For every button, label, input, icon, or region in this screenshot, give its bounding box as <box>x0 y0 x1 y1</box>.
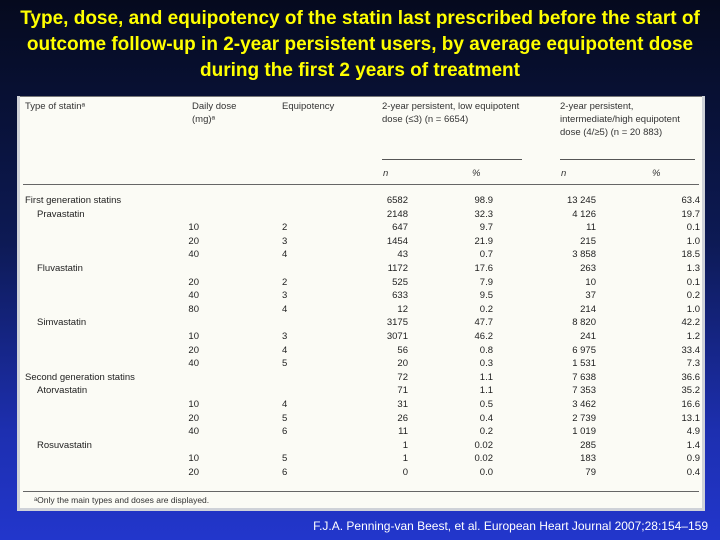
high-pct-cell: 19.7 <box>681 208 700 220</box>
high-pct-cell: 42.2 <box>681 317 700 329</box>
low-pct-cell: 9.7 <box>479 222 493 234</box>
daily-dose-cell: 40 <box>188 358 199 370</box>
daily-dose-cell: 10 <box>188 399 199 410</box>
high-pct-cell: 0.4 <box>686 467 700 478</box>
table-row <box>20 357 702 371</box>
low-n-cell: 71 <box>397 385 408 397</box>
table-top-rule <box>20 96 702 97</box>
low-pct-cell: 0.2 <box>479 426 493 438</box>
low-n-cell: 1 <box>402 439 408 451</box>
high-n-cell: 214 <box>580 303 596 315</box>
high-pct-cell: 1.3 <box>686 263 700 274</box>
low-n-cell: 12 <box>397 303 408 315</box>
header-equipotency: Equipotency <box>282 101 335 112</box>
low-n-cell: 20 <box>397 358 408 370</box>
table-row <box>20 194 702 208</box>
high-n-cell: 10 <box>585 276 596 288</box>
daily-dose-cell: 20 <box>188 276 199 288</box>
high-pct-cell: 7.3 <box>686 358 700 370</box>
table-row <box>20 316 702 330</box>
high-n-cell: 285 <box>580 439 596 451</box>
table-row <box>20 452 702 466</box>
table-row <box>20 208 702 222</box>
high-group-rule <box>560 159 695 160</box>
equipotency-cell: 2 <box>282 222 288 234</box>
low-pct-cell: 17.6 <box>474 263 493 274</box>
footnote: ᵃOnly the main types and doses are displayed. <box>34 495 210 505</box>
daily-dose-cell: 10 <box>188 222 199 234</box>
table-row <box>20 303 702 317</box>
low-n-cell: 1172 <box>387 263 408 274</box>
daily-dose-cell: 10 <box>188 331 199 342</box>
high-n-cell: 263 <box>580 263 596 274</box>
table-row <box>20 398 702 412</box>
high-n-cell: 8 820 <box>572 317 596 329</box>
low-pct-cell: 0.02 <box>474 439 493 451</box>
header-type-of-statin: Type of statinᵃ <box>25 101 86 112</box>
low-pct-cell: 0.8 <box>479 344 493 356</box>
high-n-cell: 4 126 <box>572 208 596 220</box>
equipotency-cell: 6 <box>282 426 288 438</box>
table-row <box>20 439 702 453</box>
header-daily-dose: Daily dose (mg)ᵃ <box>192 101 237 125</box>
high-pct-cell: 0.1 <box>686 276 700 288</box>
equipotency-cell: 5 <box>282 453 288 465</box>
equipotency-cell: 4 <box>282 344 288 356</box>
table-row <box>20 248 702 262</box>
citation: F.J.A. Penning-van Beest, et al. European Heart Journal 2007;28:154–159 <box>313 519 708 533</box>
table-row <box>20 384 702 398</box>
high-pct-cell: 16.6 <box>681 399 700 410</box>
high-n-cell: 6 975 <box>572 344 596 356</box>
statin-name-cell: Atorvastatin <box>37 385 88 397</box>
low-n-cell: 6582 <box>386 195 408 206</box>
table-row <box>20 289 702 303</box>
low-pct-cell: 46.2 <box>474 331 493 342</box>
daily-dose-cell: 80 <box>188 303 199 315</box>
table-row <box>20 344 702 358</box>
high-n-cell: 183 <box>580 453 596 465</box>
low-pct-cell: 0.0 <box>479 467 493 478</box>
table-row <box>20 235 702 249</box>
high-n-cell: 1 531 <box>572 358 596 370</box>
low-pct-cell: 0.2 <box>479 303 493 315</box>
equipotency-cell: 5 <box>282 358 288 370</box>
table-row <box>20 466 702 480</box>
low-pct-cell: 47.7 <box>474 317 493 329</box>
low-n-cell: 31 <box>397 399 408 410</box>
equipotency-cell: 5 <box>282 412 288 424</box>
low-pct-cell: 32.3 <box>474 208 493 220</box>
equipotency-cell: 4 <box>282 303 288 315</box>
statin-name-cell: Pravastatin <box>37 208 85 220</box>
equipotency-cell: 2 <box>282 276 288 288</box>
daily-dose-cell: 40 <box>188 426 199 438</box>
low-pct-cell: 0.02 <box>474 453 493 465</box>
high-pct-cell: 18.5 <box>681 249 700 261</box>
high-pct-cell: 0.9 <box>686 453 700 465</box>
low-pct-cell: 9.5 <box>479 290 493 302</box>
low-pct-cell: 98.9 <box>474 195 493 206</box>
low-pct-cell: 1.1 <box>479 385 493 397</box>
high-n-cell: 7 353 <box>572 385 596 397</box>
high-pct-cell: 1.0 <box>686 303 700 315</box>
low-n-cell: 3071 <box>386 331 408 342</box>
low-n-cell: 525 <box>392 276 408 288</box>
daily-dose-cell: 10 <box>188 453 199 465</box>
high-n-cell: 37 <box>585 290 596 302</box>
daily-dose-cell: 20 <box>188 344 199 356</box>
high-n-cell: 79 <box>585 467 596 478</box>
equipotency-cell: 3 <box>282 235 288 247</box>
high-n-cell: 2 739 <box>572 412 596 424</box>
high-pct-cell: 4.9 <box>686 426 700 438</box>
high-pct-cell: 33.4 <box>681 344 700 356</box>
low-n-cell: 633 <box>392 290 408 302</box>
table-bottom-rule <box>23 491 699 492</box>
table-row <box>20 412 702 426</box>
high-pct-cell: 1.2 <box>686 331 700 342</box>
high-pct-header: % <box>652 168 661 179</box>
slide-title: Type, dose, and equipotency of the statin last prescribed before the start of outcome follow-up in 2-year persistent users, by average equipotent dose during the first 2 years of treatment <box>20 8 700 81</box>
daily-dose-cell: 40 <box>188 249 199 261</box>
low-pct-cell: 0.3 <box>479 358 493 370</box>
high-n-cell: 3 858 <box>572 249 596 261</box>
low-pct-cell: 21.9 <box>474 235 493 247</box>
equipotency-cell: 4 <box>282 399 288 410</box>
statin-table <box>17 96 705 511</box>
high-n-cell: 7 638 <box>572 371 596 383</box>
equipotency-cell: 3 <box>282 290 288 302</box>
table-row <box>20 262 702 276</box>
low-pct-cell: 0.7 <box>479 249 493 261</box>
high-n-cell: 1 019 <box>572 426 596 438</box>
low-pct-cell: 0.5 <box>479 399 493 410</box>
low-pct-cell: 0.4 <box>479 412 493 424</box>
table-row <box>20 330 702 344</box>
low-n-cell: 1 <box>402 453 408 465</box>
header-high-dose-group: 2-year persistent, intermediate/high equipotent dose (4/≥5) (n = 20 883) <box>560 101 680 138</box>
daily-dose-cell: 20 <box>188 412 199 424</box>
statin-name-cell: First generation statins <box>25 195 122 206</box>
high-pct-cell: 1.0 <box>686 235 700 247</box>
high-n-header: n <box>561 168 567 179</box>
low-pct-cell: 7.9 <box>479 276 493 288</box>
low-pct-header: % <box>472 168 481 179</box>
table-row <box>20 221 702 235</box>
low-n-cell: 1454 <box>386 235 408 247</box>
low-n-header: n <box>383 168 389 179</box>
high-pct-cell: 0.1 <box>686 222 700 234</box>
low-n-cell: 2148 <box>386 208 408 220</box>
equipotency-cell: 3 <box>282 331 288 342</box>
high-pct-cell: 63.4 <box>681 195 700 206</box>
table-row <box>20 371 702 385</box>
low-n-cell: 11 <box>398 426 408 438</box>
equipotency-cell: 4 <box>282 249 288 261</box>
table-row <box>20 276 702 290</box>
equipotency-cell: 6 <box>282 467 288 478</box>
low-n-cell: 0 <box>402 467 408 478</box>
low-n-cell: 43 <box>397 249 408 261</box>
table-row <box>20 425 702 439</box>
high-pct-cell: 13.1 <box>681 412 700 424</box>
statin-name-cell: Second generation statins <box>25 371 135 383</box>
low-n-cell: 3175 <box>386 317 408 329</box>
low-n-cell: 26 <box>397 412 408 424</box>
header-low-dose-group: 2-year persistent, low equipotent dose (≤3) (n = 6654) <box>382 101 520 125</box>
low-n-cell: 647 <box>392 222 408 234</box>
low-group-rule <box>382 159 522 160</box>
statin-name-cell: Fluvastatin <box>37 263 83 274</box>
daily-dose-cell: 20 <box>188 235 199 247</box>
high-pct-cell: 36.6 <box>681 371 700 383</box>
statin-name-cell: Simvastatin <box>37 317 87 329</box>
high-n-cell: 215 <box>580 235 596 247</box>
daily-dose-cell: 20 <box>188 467 199 478</box>
high-pct-cell: 1.4 <box>686 439 700 451</box>
high-n-cell: 241 <box>580 331 596 342</box>
low-n-cell: 56 <box>397 344 408 356</box>
high-n-cell: 13 245 <box>566 195 596 206</box>
high-pct-cell: 35.2 <box>681 385 700 397</box>
high-pct-cell: 0.2 <box>686 290 700 302</box>
statin-name-cell: Rosuvastatin <box>37 439 92 451</box>
daily-dose-cell: 40 <box>188 290 199 302</box>
low-pct-cell: 1.1 <box>479 371 493 383</box>
low-n-cell: 72 <box>397 371 408 383</box>
high-n-cell: 3 462 <box>572 399 596 410</box>
header-bottom-rule <box>23 184 699 185</box>
high-n-cell: 11 <box>586 222 596 234</box>
